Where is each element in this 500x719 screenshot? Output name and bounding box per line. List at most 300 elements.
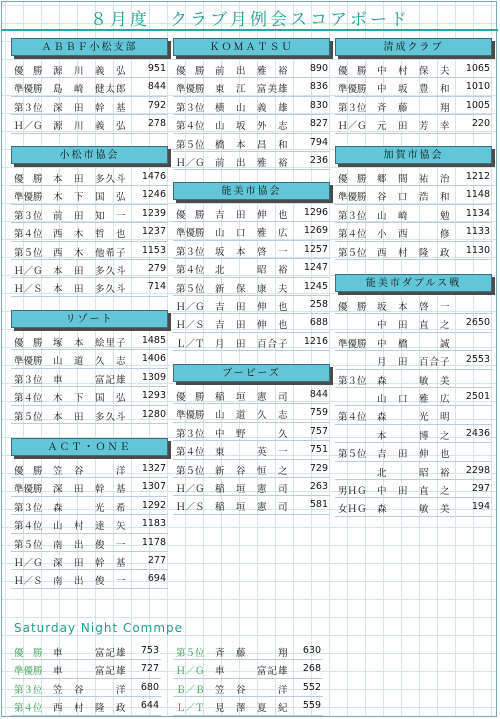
position-label: 優 勝 bbox=[176, 210, 205, 221]
page-title: ８月度 クラブ月例会スコアボード bbox=[90, 10, 410, 30]
player-name: 月 田 百合子 bbox=[377, 357, 451, 369]
position-label: 第５位 bbox=[176, 648, 205, 659]
section-seijo-club bbox=[335, 38, 492, 134]
player-score: 581 bbox=[309, 499, 328, 511]
section-header: 小松市協会 bbox=[11, 146, 168, 164]
score-row bbox=[335, 480, 492, 498]
player-name: 本 博 之 bbox=[377, 430, 451, 442]
section-kaga-city bbox=[335, 146, 492, 260]
player-score: 552 bbox=[302, 681, 321, 693]
player-name: 山 崎 勉 bbox=[377, 210, 451, 222]
score-row bbox=[335, 168, 492, 186]
section-act-one bbox=[11, 438, 168, 589]
score-row bbox=[11, 260, 168, 278]
position-label: 第５位 bbox=[14, 539, 43, 551]
position-label: 第４位 bbox=[176, 121, 205, 133]
score-row bbox=[173, 478, 330, 496]
position-label: Ｈ／Ｓ bbox=[176, 502, 205, 514]
player-score: 1296 bbox=[303, 207, 328, 218]
player-score: 1148 bbox=[465, 189, 490, 201]
position-label: Ｈ／Ｇ bbox=[14, 265, 43, 277]
section-header: ＫＯＭＡＴＳＵ bbox=[173, 38, 330, 56]
player-name: 郷 間 祐 治 bbox=[377, 174, 451, 185]
position-label: Ｈ／Ｓ bbox=[176, 320, 205, 332]
score-row bbox=[11, 205, 168, 223]
position-label: 準優勝 bbox=[14, 666, 43, 678]
score-row bbox=[335, 205, 492, 223]
score-row bbox=[11, 186, 168, 204]
position-label: 女ＨＧ bbox=[338, 504, 367, 516]
position-label: 男ＨＧ bbox=[338, 485, 367, 497]
section-header: 能美市協会 bbox=[173, 182, 330, 200]
position-label: 第５位 bbox=[338, 449, 367, 461]
score-row bbox=[173, 97, 330, 115]
player-score: 830 bbox=[309, 99, 328, 111]
position-label: 優 勝 bbox=[338, 302, 367, 313]
player-name: 月 田 百合子 bbox=[215, 338, 289, 350]
position-label: Ｈ／Ｓ bbox=[14, 576, 43, 588]
player-name: 笠 谷 洋 bbox=[53, 684, 127, 696]
player-name: 稲 垣 憲 司 bbox=[215, 502, 289, 514]
score-row bbox=[11, 60, 168, 78]
position-label: 準優勝 bbox=[14, 356, 43, 368]
player-name: 中 村 保 夫 bbox=[377, 66, 451, 77]
score-row bbox=[11, 460, 168, 478]
score-row bbox=[335, 443, 492, 461]
player-name: 深 田 幹 基 bbox=[53, 102, 127, 114]
player-score: 1406 bbox=[141, 353, 166, 365]
section-header: 清成クラブ bbox=[335, 38, 492, 56]
player-name: 南 出 俊 一 bbox=[53, 539, 127, 551]
player-score: 714 bbox=[147, 281, 166, 293]
player-name: 斉 藤 翔 bbox=[215, 648, 289, 659]
score-row bbox=[173, 278, 330, 296]
score-row bbox=[335, 370, 492, 388]
score-row bbox=[11, 406, 168, 424]
player-score: 2650 bbox=[465, 317, 490, 329]
score-row bbox=[11, 223, 168, 241]
player-score: 890 bbox=[309, 63, 328, 74]
position-label: 優 勝 bbox=[14, 648, 43, 659]
score-row bbox=[335, 97, 492, 115]
player-score: 1309 bbox=[141, 371, 166, 383]
position-label: Ｌ／Ｔ bbox=[176, 338, 205, 350]
score-row bbox=[335, 296, 492, 314]
player-score: 1134 bbox=[465, 207, 490, 219]
score-row bbox=[173, 259, 330, 277]
score-row bbox=[173, 441, 330, 459]
player-score: 680 bbox=[140, 681, 159, 693]
player-score: 1280 bbox=[141, 408, 166, 420]
player-name: 笠 谷 洋 bbox=[53, 466, 127, 477]
player-score: 1216 bbox=[303, 335, 328, 347]
player-score: 1212 bbox=[465, 171, 490, 182]
player-score: 1485 bbox=[141, 335, 166, 346]
player-name: 北 昭 裕 bbox=[377, 467, 451, 479]
score-row bbox=[11, 534, 168, 552]
section-boobies bbox=[173, 364, 330, 515]
score-row bbox=[173, 78, 330, 96]
score-row bbox=[335, 388, 492, 406]
position-label: 第３位 bbox=[176, 428, 205, 440]
player-name: 吉 田 伸 也 bbox=[215, 210, 289, 221]
player-score: 792 bbox=[147, 99, 166, 111]
player-score: 751 bbox=[309, 444, 328, 456]
score-row bbox=[335, 351, 492, 369]
scoreboard-page bbox=[1, 1, 497, 717]
player-score: 1293 bbox=[141, 390, 166, 402]
player-name: 車 富記雄 bbox=[53, 374, 127, 386]
player-score: 559 bbox=[302, 700, 321, 712]
player-score: 1178 bbox=[141, 536, 166, 548]
player-name: 見 澤 夏 紀 bbox=[215, 703, 289, 715]
score-row bbox=[11, 679, 161, 697]
score-row bbox=[11, 697, 161, 715]
player-score: 630 bbox=[302, 645, 321, 656]
player-score: 278 bbox=[147, 118, 166, 130]
score-row bbox=[173, 642, 323, 660]
position-label: 第５位 bbox=[176, 139, 205, 151]
score-row bbox=[335, 462, 492, 480]
player-score: 1005 bbox=[465, 99, 490, 111]
position-label: 準優勝 bbox=[176, 84, 205, 96]
player-score: 1133 bbox=[465, 226, 490, 238]
player-name: 小 西 修 bbox=[377, 229, 451, 241]
position-label: 準優勝 bbox=[14, 192, 43, 204]
score-row bbox=[335, 78, 492, 96]
player-name: 前 田 知 一 bbox=[53, 210, 127, 222]
saturday-night-col2 bbox=[173, 642, 323, 716]
player-score: 694 bbox=[147, 573, 166, 585]
player-score: 263 bbox=[309, 480, 328, 492]
player-score: 1183 bbox=[141, 518, 166, 530]
score-row bbox=[173, 115, 330, 133]
position-label: 優 勝 bbox=[176, 392, 205, 403]
score-row bbox=[11, 369, 168, 387]
player-name: 坂 本 啓 一 bbox=[215, 246, 289, 258]
position-label: 第４位 bbox=[14, 703, 43, 715]
player-score: 727 bbox=[140, 663, 159, 675]
score-row bbox=[11, 515, 168, 533]
score-row bbox=[11, 242, 168, 260]
section-komatsu bbox=[173, 38, 330, 170]
score-row bbox=[173, 134, 330, 152]
player-name: 山 村 達 矢 bbox=[53, 521, 127, 533]
section-nomi-city bbox=[173, 182, 330, 351]
player-score: 1153 bbox=[141, 244, 166, 256]
player-name: 深 田 幹 基 bbox=[53, 557, 127, 569]
section-header: 能美市ダブルス戦 bbox=[335, 274, 492, 292]
player-name: 吉 田 伸 也 bbox=[215, 320, 289, 332]
position-label: Ｈ／Ｇ bbox=[176, 666, 205, 678]
position-label: 優 勝 bbox=[338, 66, 367, 77]
score-row bbox=[173, 460, 330, 478]
score-row bbox=[11, 570, 168, 588]
score-row bbox=[173, 386, 330, 404]
player-name: 山 口 雅 広 bbox=[215, 228, 289, 240]
title-underline bbox=[2, 29, 498, 31]
player-score: 827 bbox=[309, 118, 328, 130]
score-row bbox=[11, 332, 168, 350]
position-label: 第３位 bbox=[176, 102, 205, 114]
score-row bbox=[173, 697, 323, 715]
player-name: 新 谷 恒 之 bbox=[215, 465, 289, 477]
position-label: 第４位 bbox=[176, 265, 205, 277]
player-name: 中 坂 豊 和 bbox=[377, 84, 451, 96]
position-label: 第３位 bbox=[14, 684, 43, 696]
player-score: 644 bbox=[140, 700, 159, 712]
score-row bbox=[11, 78, 168, 96]
player-score: 268 bbox=[302, 663, 321, 675]
position-label: 準優勝 bbox=[176, 228, 205, 240]
player-name: 西 村 隆 政 bbox=[377, 247, 451, 259]
player-name: 西 村 隆 政 bbox=[53, 703, 127, 715]
player-name: 山 坂 外 志 bbox=[215, 121, 289, 133]
player-name: 木 下 国 弘 bbox=[53, 192, 127, 204]
player-name: 橋 本 昌 和 bbox=[215, 139, 289, 151]
score-row bbox=[335, 498, 492, 516]
player-name: 南 出 俊 一 bbox=[53, 576, 127, 588]
section-nomi-doubles bbox=[335, 274, 492, 517]
player-name: 本 田 多久斗 bbox=[53, 265, 127, 277]
player-score: 1130 bbox=[465, 244, 490, 256]
score-row bbox=[335, 314, 492, 332]
position-label: 第５位 bbox=[14, 247, 43, 259]
position-label: 優 勝 bbox=[14, 466, 43, 477]
position-label: 第３位 bbox=[338, 375, 367, 387]
position-label: 準優勝 bbox=[176, 410, 205, 422]
score-row bbox=[11, 497, 168, 515]
player-score: 1065 bbox=[465, 63, 490, 74]
score-row bbox=[173, 314, 330, 332]
position-label: 優 勝 bbox=[338, 174, 367, 185]
section-resort bbox=[11, 310, 168, 424]
score-row bbox=[173, 60, 330, 78]
player-score: 236 bbox=[309, 154, 328, 166]
player-name: 元 田 芳 幸 bbox=[377, 121, 451, 133]
player-name: 横 山 義 雄 bbox=[215, 102, 289, 114]
player-name: 木 下 国 弘 bbox=[53, 393, 127, 405]
score-row bbox=[335, 406, 492, 424]
position-label: 第５位 bbox=[338, 247, 367, 259]
player-name: 坂 本 啓 一 bbox=[377, 302, 451, 313]
position-label: 第５位 bbox=[176, 465, 205, 477]
score-row bbox=[11, 350, 168, 368]
player-name: 森 光 明 bbox=[377, 412, 451, 424]
player-score: 1247 bbox=[303, 262, 328, 274]
saturday-night-title: Saturday Night Commpe bbox=[14, 621, 184, 635]
section-header: 加賀市協会 bbox=[335, 146, 492, 164]
player-name: 前 出 雅 裕 bbox=[215, 66, 289, 77]
position-label: Ｈ／Ｇ bbox=[176, 301, 205, 313]
position-label: 準優勝 bbox=[338, 192, 367, 204]
position-label: 第３位 bbox=[14, 210, 43, 222]
player-score: 277 bbox=[147, 554, 166, 566]
player-name: 源 川 義 弘 bbox=[53, 66, 127, 77]
player-name: 源 川 義 弘 bbox=[53, 121, 127, 133]
score-row bbox=[11, 642, 161, 660]
position-label: Ｂ／Ｂ bbox=[176, 684, 205, 696]
position-label: 第５位 bbox=[176, 283, 205, 295]
position-label: 準優勝 bbox=[14, 84, 43, 96]
player-name: 車 富記雄 bbox=[53, 666, 127, 678]
position-label: 第４位 bbox=[14, 229, 43, 241]
section-header: リゾート bbox=[11, 310, 168, 328]
position-label: 第４位 bbox=[176, 447, 205, 459]
player-score: 2298 bbox=[465, 464, 490, 476]
player-name: 新 保 康 夫 bbox=[215, 283, 289, 295]
position-label: 第３位 bbox=[14, 502, 43, 514]
position-label: Ｌ／Ｔ bbox=[176, 703, 205, 715]
player-score: 2436 bbox=[465, 427, 490, 439]
position-label: 第５位 bbox=[14, 411, 43, 423]
position-label: 準優勝 bbox=[14, 484, 43, 496]
player-score: 1246 bbox=[141, 189, 166, 201]
score-row bbox=[11, 115, 168, 133]
player-name: 車 富記雄 bbox=[53, 648, 127, 659]
player-score: 297 bbox=[471, 482, 490, 494]
position-label: 第４位 bbox=[14, 393, 43, 405]
position-label: 優 勝 bbox=[14, 338, 43, 349]
position-label: 優 勝 bbox=[176, 66, 205, 77]
player-score: 844 bbox=[309, 389, 328, 400]
player-score: 688 bbox=[309, 317, 328, 329]
player-name: 山 道 久 志 bbox=[215, 410, 289, 422]
score-row bbox=[173, 204, 330, 222]
player-score: 258 bbox=[309, 298, 328, 310]
player-name: 稲 垣 憲 司 bbox=[215, 392, 289, 403]
player-name: 稲 垣 憲 司 bbox=[215, 483, 289, 495]
score-row bbox=[11, 278, 168, 296]
section-header: ＡＣＴ・ＯＮＥ bbox=[11, 438, 168, 456]
section-abbf bbox=[11, 38, 168, 134]
score-row bbox=[335, 115, 492, 133]
score-row bbox=[173, 241, 330, 259]
score-row bbox=[11, 168, 168, 186]
player-name: 吉 田 伸 也 bbox=[377, 449, 451, 461]
player-name: 東 英 一 bbox=[215, 447, 289, 459]
score-row bbox=[173, 333, 330, 351]
score-row bbox=[335, 186, 492, 204]
player-name: 中 野 久 bbox=[215, 428, 289, 440]
score-row bbox=[335, 333, 492, 351]
score-row bbox=[11, 478, 168, 496]
player-name: 本 田 多久斗 bbox=[53, 411, 127, 423]
player-name: 森 敏 美 bbox=[377, 504, 451, 516]
player-score: 1327 bbox=[141, 463, 166, 474]
position-label: 準優勝 bbox=[338, 84, 367, 96]
player-name: 森 光 希 bbox=[53, 502, 127, 514]
score-row bbox=[335, 242, 492, 260]
player-score: 1237 bbox=[141, 226, 166, 238]
position-label: 第３位 bbox=[176, 246, 205, 258]
score-row bbox=[173, 404, 330, 422]
score-row bbox=[335, 60, 492, 78]
player-name: 北 昭 裕 bbox=[215, 265, 289, 277]
player-name: 山 口 雅 広 bbox=[377, 393, 451, 405]
score-row bbox=[335, 425, 492, 443]
player-score: 279 bbox=[147, 262, 166, 274]
position-label: 第４位 bbox=[14, 521, 43, 533]
position-label: Ｈ／Ｓ bbox=[14, 284, 43, 296]
player-score: 836 bbox=[309, 81, 328, 93]
player-name: 山 道 久 志 bbox=[53, 356, 127, 368]
position-label: 第３位 bbox=[338, 210, 367, 222]
player-score: 2501 bbox=[465, 390, 490, 402]
score-row bbox=[173, 152, 330, 170]
player-name: 谷 口 浩 和 bbox=[377, 192, 451, 204]
position-label: 第３位 bbox=[14, 374, 43, 386]
player-name: 東 江 富美雄 bbox=[215, 84, 289, 96]
player-score: 2553 bbox=[465, 354, 490, 366]
player-score: 1307 bbox=[141, 481, 166, 493]
player-name: 中 田 直 之 bbox=[377, 320, 451, 332]
player-score: 1476 bbox=[141, 171, 166, 182]
position-label: 第３位 bbox=[338, 102, 367, 114]
player-score: 1245 bbox=[303, 280, 328, 292]
player-score: 729 bbox=[309, 462, 328, 474]
score-row bbox=[173, 296, 330, 314]
player-name: 車 富記雄 bbox=[215, 666, 289, 678]
score-row bbox=[173, 423, 330, 441]
position-label: 第３位 bbox=[14, 102, 43, 114]
section-header: ＡＢＢＦ小松支部 bbox=[11, 38, 168, 56]
player-name: 前 出 雅 裕 bbox=[215, 157, 289, 169]
section-header: ブービーズ bbox=[173, 364, 330, 382]
player-score: 794 bbox=[309, 136, 328, 148]
player-score: 759 bbox=[309, 407, 328, 419]
player-score: 1239 bbox=[141, 207, 166, 219]
player-name: 森 敏 美 bbox=[377, 375, 451, 387]
player-name: 塚 本 絵里子 bbox=[53, 338, 127, 349]
score-row bbox=[11, 387, 168, 405]
position-label: Ｈ／Ｇ bbox=[338, 121, 367, 133]
position-label: 第４位 bbox=[338, 229, 367, 241]
position-label: Ｈ／Ｇ bbox=[14, 557, 43, 569]
player-name: 島 崎 健太郎 bbox=[53, 84, 127, 96]
player-score: 757 bbox=[309, 425, 328, 437]
score-row bbox=[335, 223, 492, 241]
position-label: 優 勝 bbox=[14, 66, 43, 77]
player-score: 951 bbox=[147, 63, 166, 74]
player-score: 220 bbox=[471, 118, 490, 130]
player-score: 1257 bbox=[303, 243, 328, 255]
player-name: 深 田 幹 基 bbox=[53, 484, 127, 496]
player-score: 1292 bbox=[141, 499, 166, 511]
position-label: Ｈ／Ｇ bbox=[14, 121, 43, 133]
score-row bbox=[173, 496, 330, 514]
player-score: 194 bbox=[471, 501, 490, 513]
player-score: 844 bbox=[147, 81, 166, 93]
position-label: 優 勝 bbox=[14, 174, 43, 185]
player-score: 753 bbox=[140, 645, 159, 656]
player-name: 本 田 多久斗 bbox=[53, 284, 127, 296]
score-row bbox=[11, 660, 161, 678]
section-komatsu-city bbox=[11, 146, 168, 297]
position-label: Ｈ／Ｇ bbox=[176, 483, 205, 495]
position-label: 第４位 bbox=[338, 412, 367, 424]
score-row bbox=[11, 552, 168, 570]
score-row bbox=[173, 660, 323, 678]
player-name: 本 田 多久斗 bbox=[53, 174, 127, 185]
position-label: 準優勝 bbox=[338, 338, 367, 350]
player-name: 中 橋 誠 bbox=[377, 338, 451, 350]
player-name: 西 木 哲 也 bbox=[53, 229, 127, 241]
player-name: 中 田 直 之 bbox=[377, 485, 451, 497]
player-name: 斉 藤 翔 bbox=[377, 102, 451, 114]
position-label: Ｈ／Ｇ bbox=[176, 157, 205, 169]
saturday-night-col1 bbox=[11, 642, 161, 716]
